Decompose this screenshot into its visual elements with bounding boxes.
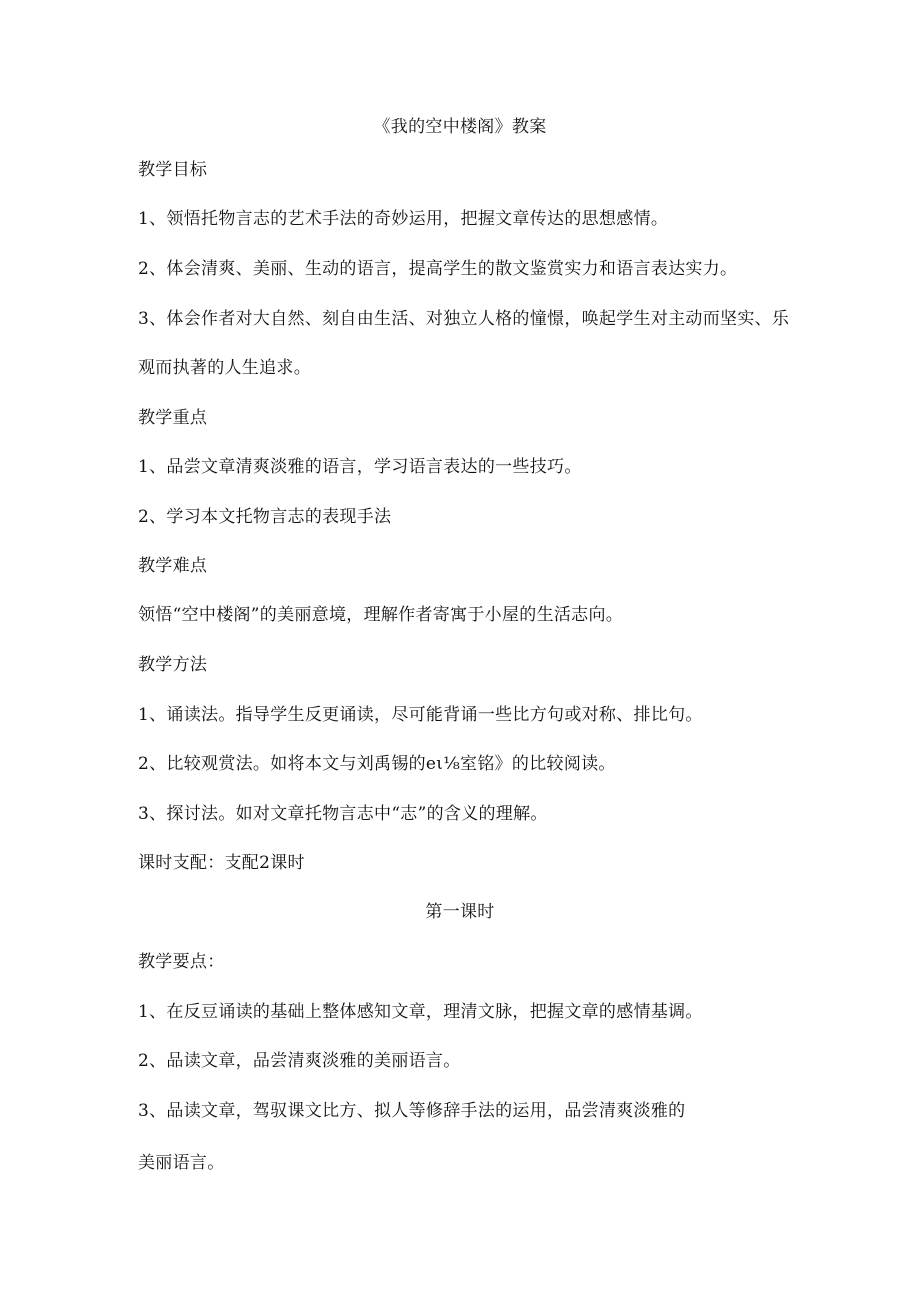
key-point-item: 2、学习本文托物言志的表现手法 — [138, 507, 392, 527]
lesson-point-item: 1、在反豆诵读的基础上整体感知文章，理清文脉，把握文章的感情基调。 — [138, 1002, 703, 1022]
lesson-points-heading: 教学要点： — [138, 952, 225, 972]
lesson-point-item-continuation: 美丽语言。 — [138, 1153, 225, 1173]
lesson-one-heading: 第一课时 — [425, 902, 495, 922]
difficulty-item: 领悟“空中楼阁”的美丽意境，理解作者寄寓于小屋的生活志向。 — [138, 605, 624, 625]
lesson-point-item: 3、品读文章，驾驭课文比方、拟人等修辞手法的运用，品尝清爽淡雅的 — [138, 1101, 686, 1121]
goal-item: 2、体会清爽、美丽、生动的语言，提高学生的散文鉴赏实力和语言表达实力。 — [138, 259, 738, 279]
method-item: 2、比较观赏法。如将本文与刘禹锡的eι⅛室铭》的比较阅读。 — [138, 754, 616, 774]
schedule-text: 课时支配：支配2课时 — [138, 853, 305, 873]
goal-item: 3、体会作者对大自然、刻自由生活、对独立人格的憧憬，唤起学生对主动而坚实、乐 — [138, 309, 790, 329]
section-heading-key-points: 教学重点 — [138, 408, 208, 428]
method-item: 3、探讨法。如对文章托物言志中“志”的含义的理解。 — [138, 804, 548, 824]
goal-item: 1、领悟托物言志的艺术手法的奇妙运用，把握文章传达的思想感情。 — [138, 209, 669, 229]
document-title: 《我的空中楼阁》教案 — [373, 117, 547, 137]
key-point-item: 1、品尝文章清爽淡雅的语言，学习语言表达的一些技巧。 — [138, 457, 582, 477]
goal-item-continuation: 观而执著的人生追求。 — [138, 358, 311, 378]
section-heading-goals: 教学目标 — [138, 160, 208, 180]
section-heading-difficulties: 教学难点 — [138, 556, 208, 576]
lesson-point-item: 2、品读文章，品尝清爽淡雅的美丽语言。 — [138, 1051, 461, 1071]
method-item: 1、诵读法。指导学生反更诵读，尽可能背诵一些比方句或对称、排比句。 — [138, 705, 703, 725]
section-heading-methods: 教学方法 — [138, 655, 208, 675]
